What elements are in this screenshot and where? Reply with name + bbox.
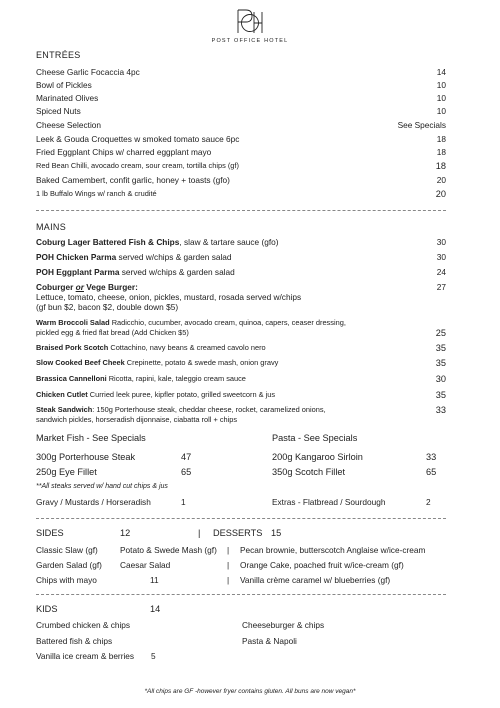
gravy-price: 1: [181, 497, 186, 507]
main-item: Steak Sandwich: 150g Porterhouse steak, cheddar cheese, rocket, caramelized onions, 33 sandwich pickles, horseradish dijonnaise, ciabatta roll + chips: [36, 405, 446, 424]
entree-item: 1 lb Buffalo Wings w/ ranch & crudité 20: [36, 189, 446, 199]
side-item: Caesar Salad: [120, 560, 171, 570]
side-item-price: 11: [150, 575, 159, 585]
kids-item: Pasta & Napoli: [242, 636, 297, 646]
main-item: Warm Broccoli Salad Radicchio, cucumber, avocado cream, quinoa, capers, ceaser dressing, pickled egg & fried flat bread (Add Chicken $5) 25: [36, 318, 446, 338]
kids-item-price: 5: [151, 651, 156, 661]
main-item: Coburg Lager Battered Fish & Chips, slaw & tartare sauce (gfo) 30: [36, 237, 446, 247]
sides-heading: SIDES: [36, 528, 64, 538]
entree-item: Bowl of Pickles 10: [36, 80, 446, 90]
main-item: Braised Pork Scotch Cottachino, navy beans & creamed cavolo nero 35: [36, 343, 446, 353]
pasta: Pasta - See Specials: [272, 433, 358, 443]
kids-item: Cheeseburger & chips: [242, 620, 325, 630]
column-divider: |: [227, 575, 230, 585]
logo: [0, 6, 500, 44]
kids-heading: KIDS: [36, 604, 58, 614]
poh-monogram-icon: [235, 6, 265, 36]
extras-name: Extras - Flatbread / Sourdough: [272, 497, 386, 507]
entree-item: Spiced Nuts 10: [36, 106, 446, 116]
steak-price: 47: [181, 452, 192, 462]
main-item: POH Eggplant Parma served w/chips & garden salad 24: [36, 267, 446, 277]
divider: [36, 210, 446, 211]
column-divider: |: [198, 528, 201, 538]
dessert-item: Orange Cake, poached fruit w/ice-cream (gf): [240, 560, 404, 570]
side-item: Classic Slaw (gf): [36, 545, 98, 555]
footer-note: *All chips are GF -however fryer contains gluten. All buns are now vegan*: [144, 688, 356, 695]
brand-name: POST OFFICE HOTEL: [211, 38, 289, 44]
main-item: Coburger or Vege Burger: 27 Lettuce, tomato, cheese, onion, pickles, mustard, rosada served w/chips (gf bun $2, bacon $2, double down $5): [36, 282, 446, 312]
kids-item: Crumbed chicken & chips: [36, 620, 131, 630]
steak-note: **All steaks served w/ hand cut chips & jus: [36, 483, 168, 490]
steak-name: 350g Scotch Fillet: [272, 467, 346, 477]
steak-name: 250g Eye Fillet: [36, 467, 97, 477]
side-item: Garden Salad (gf): [36, 560, 102, 570]
entree-item: Baked Camembert, confit garlic, honey + toasts (gfo) 20: [36, 175, 446, 185]
entree-item: Cheese Garlic Focaccia 4pc 14: [36, 67, 446, 77]
main-item: POH Chicken Parma served w/chips & garden salad 30: [36, 252, 446, 262]
side-item: Chips with mayo: [36, 575, 97, 585]
kids-item: Battered fish & chips: [36, 636, 113, 646]
desserts-heading: DESSERTS: [213, 528, 263, 538]
main-item: Brassica Cannelloni Ricotta, rapini, kale, taleggio cream sauce 30: [36, 374, 446, 384]
steak-name: 300g Porterhouse Steak: [36, 452, 136, 462]
sides-price: 12: [120, 528, 131, 538]
entree-item: Cheese Selection See Specials: [36, 120, 446, 130]
steak-price: 33: [426, 452, 437, 462]
entrees-heading: ENTRÉES: [36, 50, 81, 60]
column-divider: |: [227, 545, 230, 555]
main-item: Slow Cooked Beef Cheek Crepinette, potato & swede mash, onion gravy 35: [36, 358, 446, 368]
entree-item: Marinated Olives 10: [36, 93, 446, 103]
dessert-item: Vanilla crème caramel w/ blueberries (gf): [240, 575, 391, 585]
main-item: Chicken Cutlet Curried leek puree, kipfler potato, grilled sweetcorn & jus 35: [36, 390, 446, 400]
side-item: Potato & Swede Mash (gf): [120, 545, 217, 555]
steak-name: 200g Kangaroo Sirloin: [272, 452, 363, 462]
steak-price: 65: [181, 467, 192, 477]
desserts-price: 15: [271, 528, 282, 538]
mains-heading: MAINS: [36, 222, 67, 232]
market-fish: Market Fish - See Specials: [36, 433, 146, 443]
extras-price: 2: [426, 497, 431, 507]
kids-price: 14: [150, 604, 161, 614]
divider: [36, 594, 446, 595]
entree-item: Red Bean Chilli, avocado cream, sour cream, tortilla chips (gf) 18: [36, 161, 446, 171]
entree-item: Fried Eggplant Chips w/ charred eggplant mayo 18: [36, 147, 446, 157]
kids-item: Vanilla ice cream & berries: [36, 651, 135, 661]
entree-item: Leek & Gouda Croquettes w smoked tomato sauce 6pc 18: [36, 134, 446, 144]
dessert-item: Pecan brownie, butterscotch Anglaise w/ice-cream: [240, 545, 426, 555]
steak-price: 65: [426, 467, 437, 477]
column-divider: |: [227, 560, 230, 570]
gravy-name: Gravy / Mustards / Horseradish: [36, 497, 151, 507]
divider: [36, 518, 446, 519]
